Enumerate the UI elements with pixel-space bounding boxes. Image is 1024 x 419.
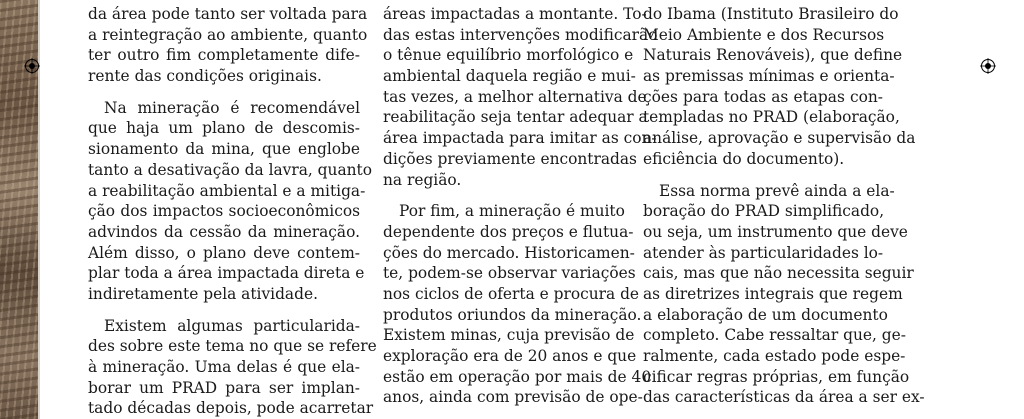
paragraph [643, 181, 925, 409]
text-line: a reintegração ao ambiente, quanto [88, 25, 368, 44]
text-line: tado décadas depois, pode acarretar [88, 399, 374, 418]
text-line: a elaboração de um documento [643, 305, 888, 324]
text-line: Por fim, a mineração é muito [399, 202, 625, 221]
text-line: ção dos impactos socioeconômicos [88, 202, 360, 221]
text-line: templadas no PRAD (elaboração, [643, 108, 900, 127]
text-line: do Ibama (Instituto Brasileiro do [643, 5, 899, 23]
text-line: Essa norma prevê ainda a ela- [659, 181, 895, 200]
text-line: reabilitação seja tentar adequar a [383, 108, 648, 127]
text-column-2 [383, 4, 658, 408]
paragraph [383, 4, 658, 190]
text-line: te, podem-se observar variações [383, 264, 636, 283]
text-line: rente das condições originais. [88, 67, 322, 86]
text-line: o tênue equilíbrio morfológico e [383, 46, 634, 65]
text-line: as premissas mínimas e orienta- [643, 67, 895, 86]
text-line: boração do PRAD simplificado, [643, 202, 885, 221]
text-line: Meio Ambiente e dos Recursos [643, 25, 885, 44]
text-line: indiretamente pela atividade. [88, 284, 318, 303]
text-line: ralmente, cada estado pode espe- [643, 347, 906, 365]
text-line: produtos oriundos da mineração. [383, 305, 642, 324]
text-line: tas vezes, a melhor alternativa de [383, 87, 647, 106]
text-line: estão em operação por mais de 40 [383, 367, 652, 386]
text-line: áreas impactadas a montante. To- [383, 5, 647, 23]
paragraph [88, 98, 372, 305]
text-column-1 [88, 4, 377, 419]
text-line: que haja um plano de descomis- [88, 119, 360, 138]
text-line: das estas intervenções modificarão [383, 25, 658, 44]
text-line: anos, ainda com previsão de ope- [383, 388, 643, 407]
text-line: análise, aprovação e supervisão da [643, 129, 916, 148]
text-line: tanto a desativação da lavra, quanto [88, 160, 372, 179]
text-line: Existem minas, cuja previsão de [383, 326, 635, 345]
text-line: plar toda a área impactada direta e [88, 264, 365, 283]
text-line: área impactada para imitar as con- [383, 129, 657, 148]
text-line: advindos da cessão da mineração. [88, 222, 360, 241]
text-line: nos ciclos de oferta e procura de [383, 284, 640, 303]
text-line: des sobre este tema no que se refere [88, 337, 377, 356]
text-line: exploração era de 20 anos e que [383, 347, 637, 365]
text-line: ambiental daquela região e mui- [383, 67, 636, 86]
text-line: dições previamente encontradas [383, 149, 637, 168]
text-line: Existem algumas particularida- [104, 316, 360, 335]
registration-mark-icon [24, 58, 40, 74]
text-line: ções do mercado. Historicamen- [383, 243, 635, 262]
text-line: as diretrizes integrais que regem [643, 284, 903, 303]
text-line: ter outro fim completamente dife- [88, 46, 360, 65]
text-line: a reabilitação ambiental e a mitiga- [88, 181, 366, 200]
text-line: completo. Cabe ressaltar que, ge- [643, 326, 906, 345]
paragraph [643, 4, 916, 170]
text-line: à mineração. Uma delas é que ela- [88, 358, 360, 376]
text-line: atender às particularidades lo- [643, 243, 884, 262]
text-line: sionamento da mina, que englobe [88, 140, 360, 159]
text-line: Além disso, o plano deve contem- [88, 243, 360, 262]
text-line: cais, mas que não necessita seguir [643, 264, 914, 283]
paragraph [383, 201, 652, 408]
paragraph [88, 316, 377, 419]
text-line: dependente dos preços e flutua- [383, 222, 634, 241]
registration-mark-icon [980, 58, 996, 74]
text-line: borar um PRAD para ser implan- [88, 378, 360, 397]
text-line: cificar regras próprias, em função [643, 367, 910, 386]
text-line: Na mineração é recomendável [104, 98, 360, 117]
text-column-3 [643, 4, 925, 408]
text-line: ções para todas as etapas con- [643, 87, 883, 106]
paragraph [88, 4, 368, 87]
text-line: na região. [383, 170, 462, 189]
text-line: eficiência do documento). [643, 149, 845, 168]
text-line: da área pode tanto ser voltada para [88, 5, 368, 23]
text-line: ou seja, um instrumento que deve [643, 222, 908, 241]
text-line: Naturais Renováveis), que define [643, 46, 903, 65]
text-line: das características da área a ser ex- [643, 388, 925, 407]
